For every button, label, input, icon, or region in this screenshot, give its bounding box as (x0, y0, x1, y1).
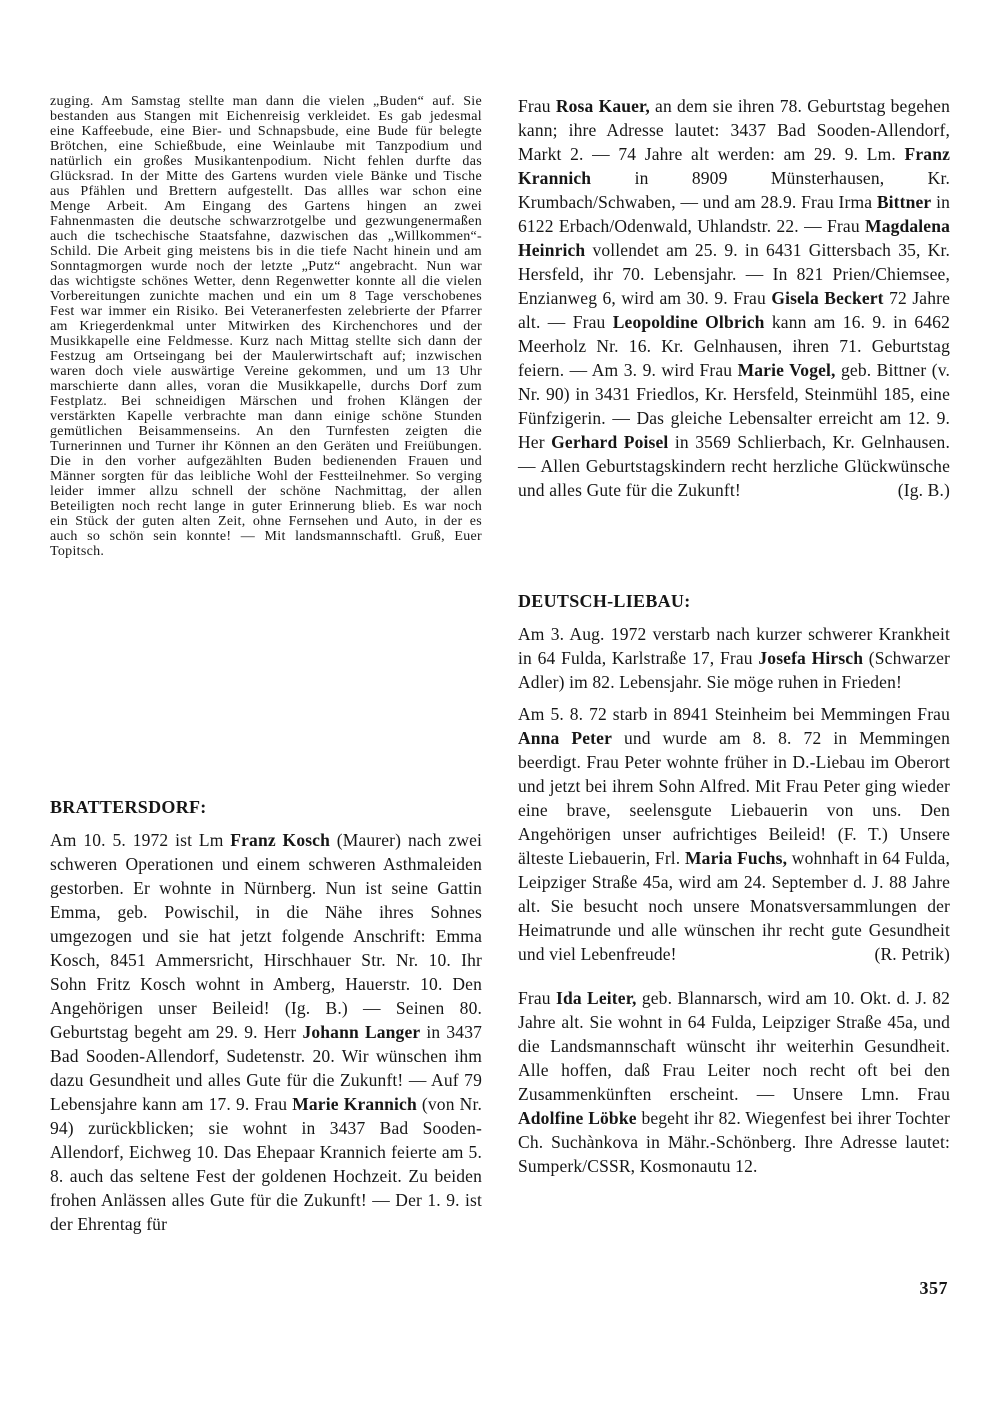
emphasized-name: Gisela Beckert (771, 288, 884, 308)
section-heading-deutsch-liebau: DEUTSCH-LIEBAU: (518, 591, 691, 611)
emphasized-name: Marie Vogel, (737, 360, 836, 380)
text-run: in 3437 Bad Sooden-Allendorf, Sudetenstr. 20. Wir wünschen ihm dazu Gesundheit und alles Gute für die Zukunft! — Auf 79 Lebensjahre kann am 17. 9. Frau (50, 1022, 483, 1114)
text-run: (Schwarzer Adler) im 82. Lebensjahr. Sie möge ruhen in Frieden! (518, 648, 950, 692)
text-run: geb. Blannarsch, wird am 10. Okt. d. J. 82 Jahre alt. Sie wohnt in 64 Fulda, Leipziger Straße 45a, und die Landsmannschaft wünscht ihr weiterhin Gesundheit. Alle hoffen, daß Frau Leiter noch recht oft bei den Zusammenkünften erscheint. — Unsere Lmn. Frau (518, 988, 950, 1104)
text-run: kann am 16. 9. in 6462 Meerholz Nr. 16. Kr. Gelnhausen, ihren 71. Geburtstag feiern. — Am 3. 9. wird Frau (518, 312, 950, 380)
text-run: Am 5. 8. 72 starb in 8941 Steinheim bei Memmingen Frau (518, 704, 950, 724)
deutsch-liebau-paragraph-leiter-loebke (518, 986, 950, 1178)
section-heading-brattersdorf: BRATTERSDORF: (50, 797, 207, 817)
attribution: (Ig. B.) (897, 480, 950, 500)
text-run: an dem sie ihren 78. Geburtstag begehen kann; ihre Adresse lautet: 3437 Bad Sooden-Allendorf, Markt 2. — 74 Jahre alt werden: am 29. 9. Lm. (518, 96, 951, 164)
text-run: Am 3. Aug. 1972 verstarb nach kurzer schwerer Krankheit in 64 Fulda, Karlstraße 17, Frau (518, 624, 950, 668)
text-run: Am 10. 5. 1972 ist Lm (50, 830, 231, 850)
text-run: (von Nr. 94) zurückblicken; sie wohnt in 3437 Bad Sooden-Allendorf, Eichweg 10. Das Ehepaar Krannich feierte am 5. 8. auch das seltene Fest der goldenen Hochzeit. Zu beiden frohen Anlässen alles Gute für die Zukunft! — Der 1. 9. ist der Ehrentag für (50, 1094, 482, 1234)
text-run: begeht ihr 82. Wiegenfest bei ihrer Tochter Ch. Suchànkova in Mähr.-Schönberg. Ihre Adresse lautet: Sumperk/CSSR, Kosmonautu 12. (518, 1108, 950, 1176)
emphasized-name: Johann Langer (302, 1022, 421, 1042)
two-column-layout (50, 94, 950, 1236)
emphasized-name: Ida Leiter, (556, 988, 637, 1008)
deutsch-liebau-paragraph-obituary-hirsch (518, 622, 950, 694)
emphasized-name: Marie Krannich (292, 1094, 417, 1114)
text-run: vollendet am 25. 9. in 6431 Gittersbach 35, Kr. Hersfeld, ihr 70. Lebensjahr. — In 821 Prien/Chiemsee, Enzianweg 6, wird am 30. 9. Frau (518, 240, 950, 308)
emphasized-name: Josefa Hirsch (758, 648, 864, 668)
text-run: zuging. Am Samstag stellte man dann die vielen „Buden“ auf. Sie bestanden aus Stangen mit Eichenreisig verkleidet. Es gab jedesmal eine Kaffeebude, eine Bier- und Schnapsbude, eine Bude für belegte Brötchen, eine Schießbude, eine Weinlaube mit Tanzpodium und natürlich ein großes Musikantenpodium. Nicht fehlen durfte das Glücksrad. In der Mitte des Gartens wurden viele Bänke und Tische aus Pfählen und Brettern aufgestellt. Das allles war schon eine Menge Arbeit. Am Eingang des Gartens hingen an zwei Fahnenmasten die deutsche schwarzrotgelbe und gezwungenermaßen auch die tschechische Staatsfahne, dazwischen das „Willkommen“-Schild. Die Arbeit ging meistens bis in die tiefe Nacht hinein und am Sonntagmorgen wurde noch der letzte „Putz“ angebracht. Nun war das wichtigste schönes Wetter, denn Regenwetter konnte all die vielen Vorbereitungen zunichte machen und ein um 8 Tage verschobenes Fest war immer ein Risiko. Bei Veteranerfesten zelebrierte der Pfarrer am Kriegerdenkmal unter Mitwirken des Kirchenchores und der Musikkapelle eine Feldmesse. Kurz nach Mittag stellte sich dann der Festzug am Ortseingang bei der Maulerwirtschaft auf; inzwischen waren doch viele auswärtige Vereine gekommen, und um 13 Uhr marschierte dann alles, voran die Musikkapelle, durchs Dorf zum Festplatz. Bei schneidigen Märschen und frohen Klängen der verstärkten Kapelle verbrachte man dann einige schöne Stunden gemütlichen Beisammenseins. An den Turnfesten zeigten die Turnerinnen und Turner ihr Können an den Geräten und Freiübungen. Die in den vorher aufgezählten Buden bedienenden Frauen und Männer sorgten für das leibliche Wohl der Festteilnehmer. So verging leider immer allzu schnell der schöne Nachmittag, der allen Beteiligten noch recht lange in guter Erinnerung blieb. Es war noch ein Stück der guten alten Zeit, ohne Fernsehen und Auto, in der es auch so schön sein konnte! — Mit landsmannschaftl. Gruß, Euer Topitsch. (50, 94, 482, 559)
emphasized-name: Gerhard Poisel (551, 432, 669, 452)
continued-article-text (50, 94, 482, 780)
emphasized-name: Franz Krannich (518, 144, 950, 188)
emphasized-name: Rosa Kauer, (555, 96, 650, 116)
right-column (518, 94, 950, 1236)
emphasized-name: Magdalena Heinrich (518, 216, 950, 260)
text-run: wohnhaft in 64 Fulda, Leipziger Straße 45a, wird am 24. September d. J. 88 Jahre alt. Sie besucht noch unsere Monatsversammlungen der Heimatrunde und alle wünschen ihr recht gute Gesundheit und viel Lebenfreude! (518, 848, 950, 964)
text-run: in 8909 Münsterhausen, Kr. Krumbach/Schwaben, — und am 28.9. Frau Irma (518, 168, 950, 212)
text-run: und wurde am 8. 8. 72 in Memmingen beerdigt. Frau Peter wohnte früher in D.-Liebau im Oberort und jetzt bei ihrem Sohn Alfred. Mit Frau Peter ging wieder eine brave, seelensgute Liebauerin von uns. Den Angehörigen unser aufrichtiges Beileid! (F. T.) Unsere älteste Liebauerin, Frl. (518, 728, 950, 868)
birthday-announcements-paragraph (518, 94, 950, 574)
text-run: Frau (518, 96, 556, 116)
emphasized-name: Bittner (876, 192, 932, 212)
text-run: Frau (518, 988, 556, 1008)
emphasized-name: Franz Kosch (230, 830, 330, 850)
attribution: (R. Petrik) (874, 944, 950, 964)
emphasized-name: Adolfine Löbke (518, 1108, 637, 1128)
page-number: 357 (919, 1278, 948, 1298)
emphasized-name: Anna Peter (518, 728, 612, 748)
deutsch-liebau-paragraph-obituary-peter (518, 702, 950, 966)
emphasized-name: Maria Fuchs, (685, 848, 788, 868)
brattersdorf-paragraph (50, 828, 482, 1236)
text-run: in 3569 Schlierbach, Kr. Gelnhausen. — Allen Geburtstagskindern recht herzliche Glückwünsche und alles Gute für die Zukunft! (518, 432, 950, 500)
left-column (50, 94, 482, 1236)
text-run: geb. Bittner (v. Nr. 90) in 3431 Friedlos, Kr. Hersfeld, Steinmühl 185, eine Fünfzigerin. — Das gleiche Lebensalter erreicht am 12. 9. Her (518, 360, 950, 452)
text-run: (Maurer) nach zwei schweren Operationen und einem schweren Asthmaleiden gestorben. Er wohnte in Nürnberg. Nun ist seine Gattin Emma, geb. Powischil, in die Nähe ihres Sohnes umgezogen und sie hat jetzt folgende Anschrift: Emma Kosch, 8451 Ammersricht, Hirschhauer Str. Nr. 10. Ihr Sohn Fritz Kosch wohnt in Amberg, Hauerstr. 10. Den Angehörigen unser Beileid! (Ig. B.) — Seinen 80. Geburtstag begeht am 29. 9. Herr (50, 830, 483, 1042)
emphasized-name: Leopoldine Olbrich (612, 312, 765, 332)
text-run: in 6122 Erbach/Odenwald, Uhlandstr. 22. — Frau (518, 192, 950, 236)
text-run: 72 Jahre alt. — Frau (518, 288, 951, 332)
